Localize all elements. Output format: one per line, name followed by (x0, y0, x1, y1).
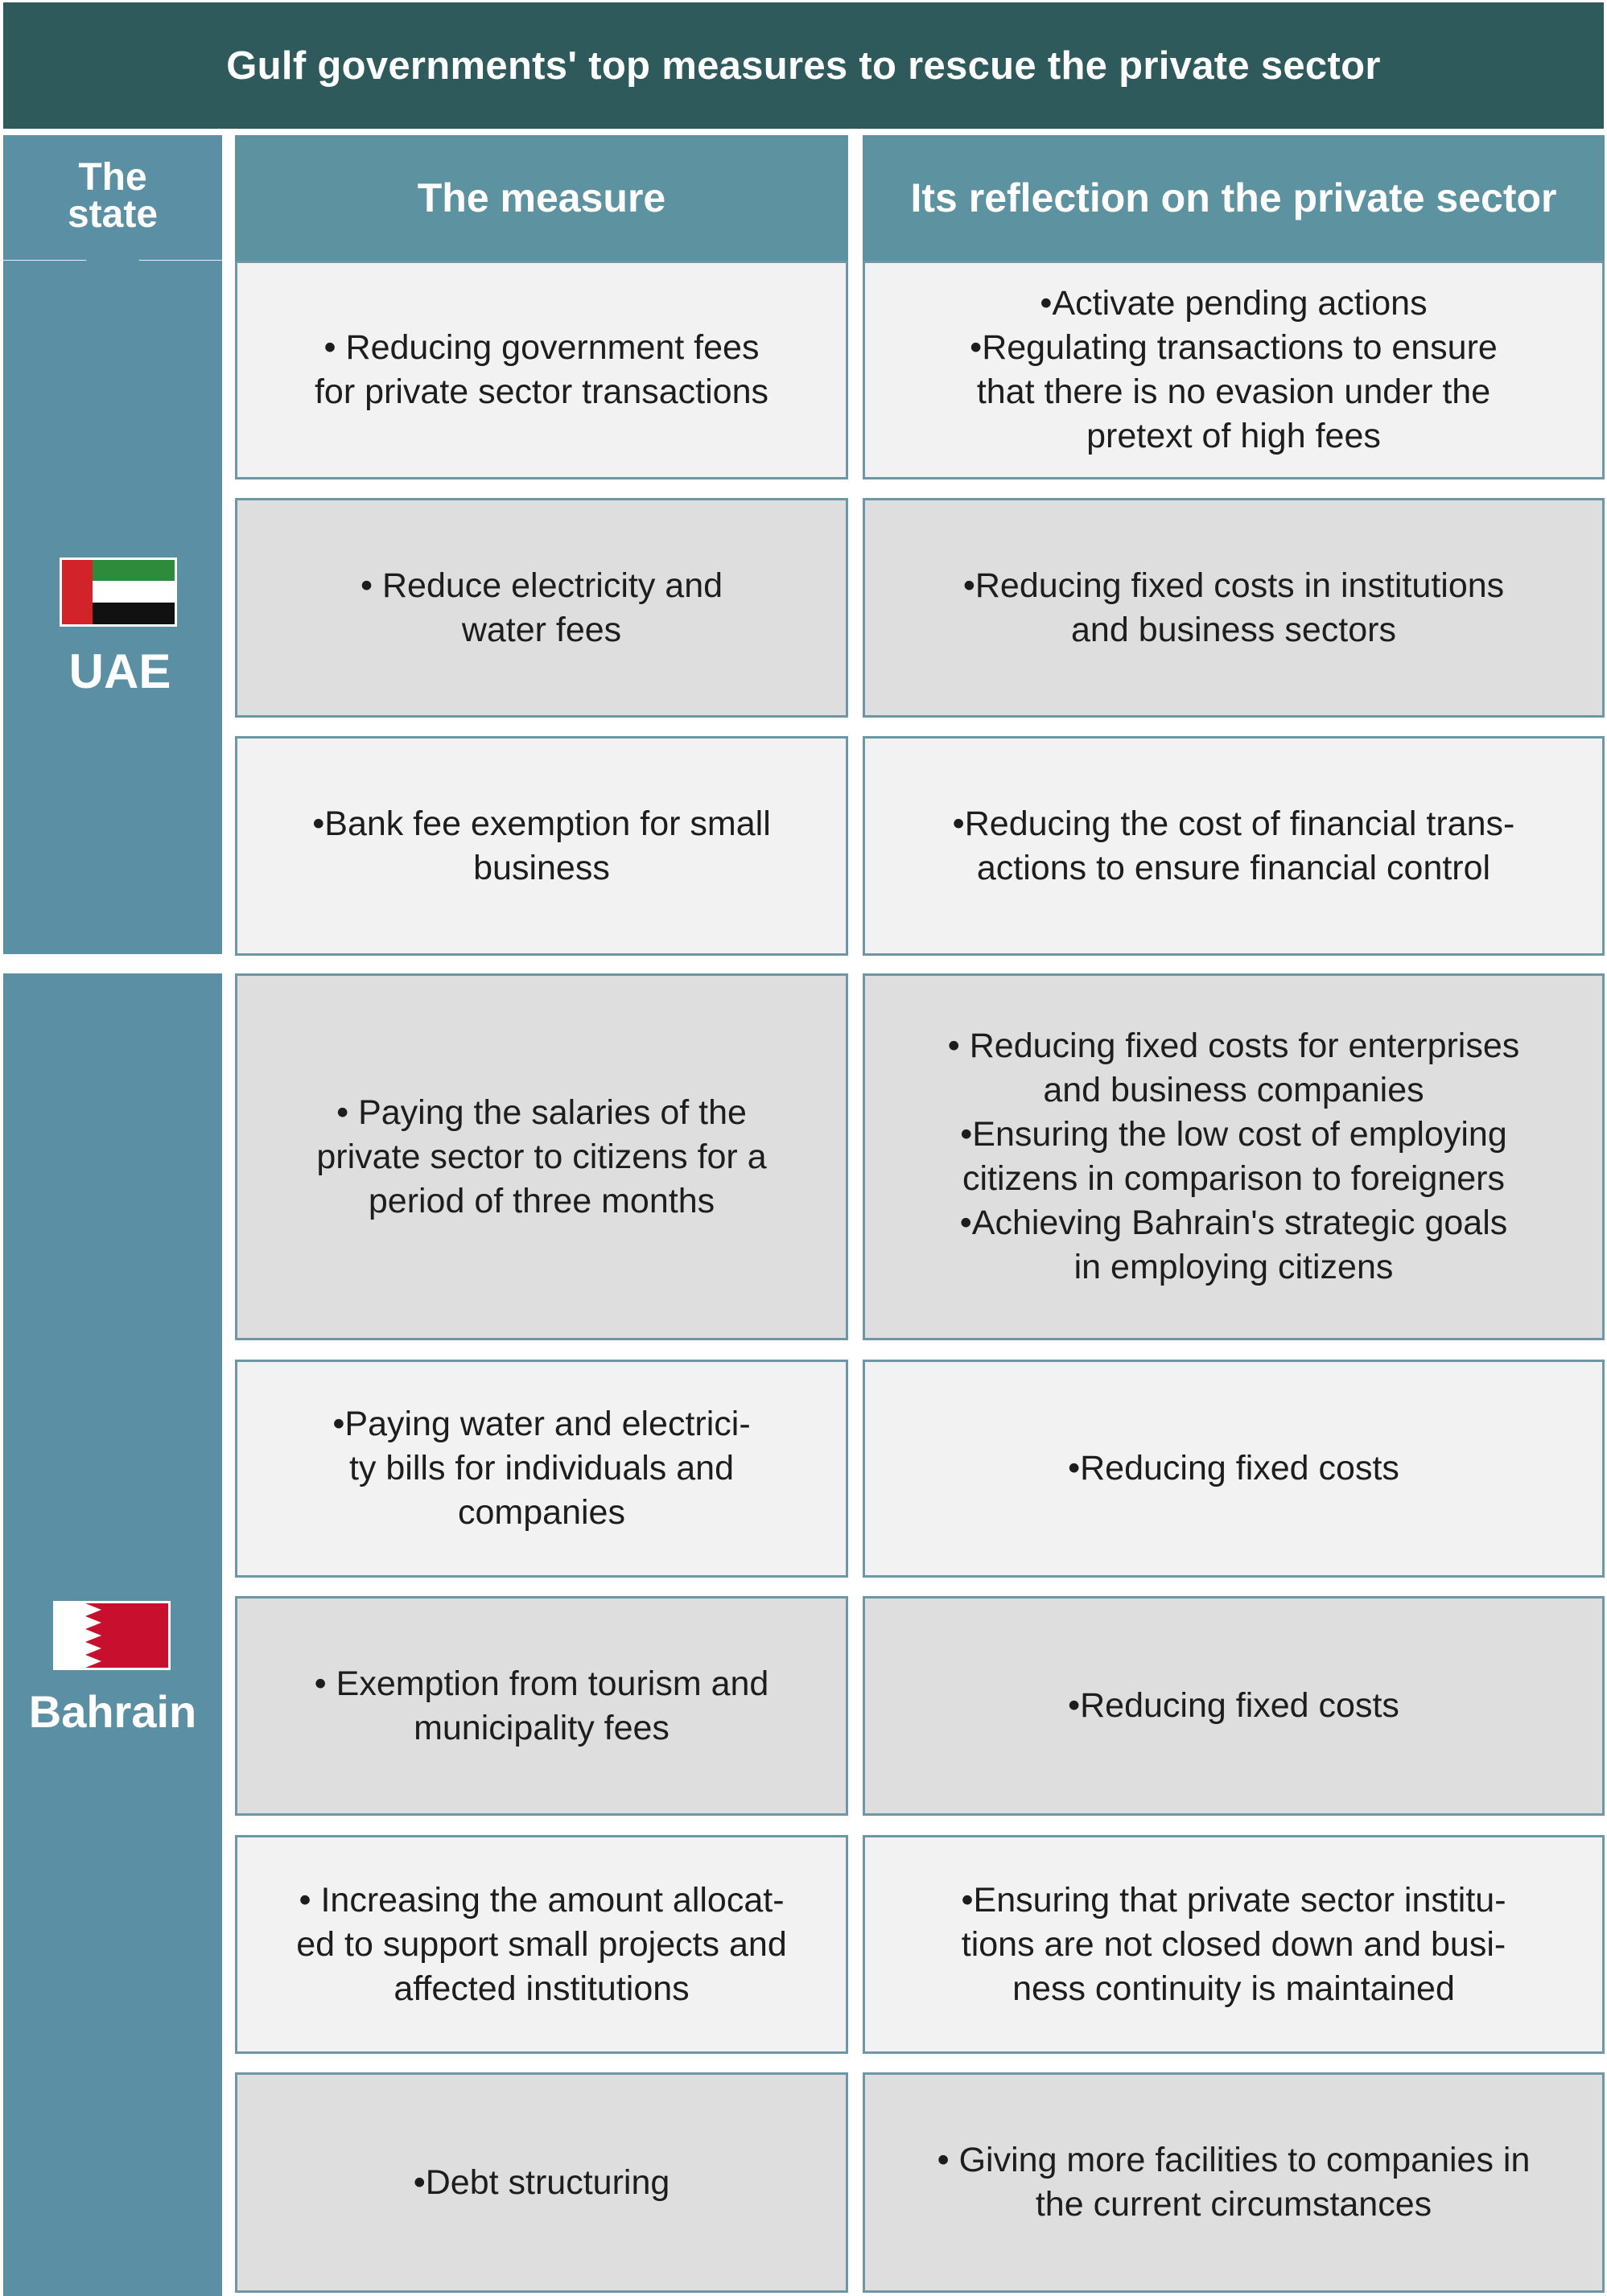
cell-line: ed to support small projects and (296, 1924, 787, 1964)
measure-header (235, 135, 848, 261)
cell-line: and business companies (1043, 1071, 1424, 1109)
cell-line: affected institutions (394, 1969, 690, 2008)
cell-line: • Reducing government fees (323, 328, 760, 367)
uae-measure-3 (235, 736, 848, 956)
page-title (3, 2, 1604, 129)
uae-measure-1 (235, 261, 848, 479)
uae-reflection-3 (863, 736, 1605, 956)
cell-line: private sector to citizens for a (316, 1137, 767, 1176)
cell-line: • Reduce electricity and (360, 566, 723, 605)
bahrain-measure-2 (235, 1360, 848, 1578)
state-header (3, 135, 222, 261)
bahrain-reflection-5 (863, 2072, 1605, 2293)
bahrain-measure-4 (235, 1835, 848, 2054)
cell-line: •Reducing fixed costs (1068, 1686, 1399, 1725)
measure-header-label: The measure (417, 175, 666, 220)
cell-line: that there is no evasion under the (976, 372, 1491, 411)
cell-line: ty bills for individuals and (348, 1449, 735, 1487)
uae-label: UAE (68, 644, 171, 698)
uae-reflection-2 (863, 498, 1605, 718)
cell-line: •Ensuring the low cost of employing (960, 1115, 1507, 1154)
bahrain-reflection-1 (863, 973, 1605, 1340)
cell-line: •Reducing fixed costs (1068, 1449, 1399, 1487)
uae-reflection-1 (863, 261, 1605, 479)
cell-line: business (473, 848, 610, 887)
cell-line: • Exemption from tourism and (314, 1664, 769, 1703)
bahrain-flag (53, 1601, 171, 1670)
cell-line: •Reducing fixed costs in institutions (962, 566, 1505, 605)
cell-line: ness continuity is maintained (1012, 1969, 1455, 2008)
cell-line: pretext of high fees (1086, 417, 1381, 455)
cell-line: water fees (461, 610, 622, 649)
cell-line: the current circumstances (1035, 2185, 1432, 2224)
cell-line: •Debt structuring (413, 2162, 670, 2202)
cell-line: for private sector transactions (314, 372, 769, 411)
reflection-header (863, 135, 1605, 261)
bahrain-measure-3 (235, 1596, 848, 1816)
cell-line: companies (458, 1493, 625, 1532)
reflection-header-label: Its reflection on the private sector (910, 175, 1557, 220)
uae-measure-2 (235, 498, 848, 718)
title-text: Gulf governments' top measures to rescue the private sector (226, 43, 1381, 88)
cell-line: •Regulating transactions to ensure (970, 328, 1498, 367)
bahrain-reflection-3 (863, 1596, 1605, 1816)
bahrain-label: Bahrain (28, 1686, 197, 1737)
cell-line: period of three months (368, 1181, 715, 1220)
cell-line: actions to ensure financial control (976, 848, 1491, 887)
state-divider (3, 954, 222, 973)
state-header-line2: state (67, 193, 159, 236)
bahrain-reflection-4 (863, 1835, 1605, 2054)
uae-flag (60, 558, 177, 627)
cell-line: •Reducing the cost of financial trans- (952, 804, 1515, 843)
cell-line: • Increasing the amount allocat- (299, 1880, 785, 1920)
cell-line: • Giving more facilities to companies in (937, 2141, 1531, 2179)
cell-line: municipality fees (414, 1708, 670, 1747)
cell-line: •Ensuring that private sector institu- (961, 1880, 1506, 1920)
cell-line: in employing citizens (1073, 1248, 1394, 1286)
cell-line: •Bank fee exemption for small (312, 804, 771, 843)
bahrain-measure-1 (235, 973, 848, 1340)
cell-line: and business sectors (1071, 610, 1396, 649)
cell-line: citizens in comparison to foreigners (962, 1159, 1505, 1198)
bahrain-reflection-2 (863, 1360, 1605, 1578)
bahrain-measure-5 (235, 2072, 848, 2293)
cell-line: •Paying water and electrici- (332, 1405, 751, 1443)
cell-line: •Achieving Bahrain's strategic goals (959, 1204, 1508, 1242)
cell-line: • Paying the salaries of the (336, 1092, 747, 1132)
cell-line: • Reducing fixed costs for enterprises (947, 1027, 1520, 1065)
cell-line: •Activate pending actions (1040, 284, 1428, 323)
state-header-line1: The (78, 156, 147, 199)
cell-line: tions are not closed down and busi- (961, 1924, 1506, 1964)
